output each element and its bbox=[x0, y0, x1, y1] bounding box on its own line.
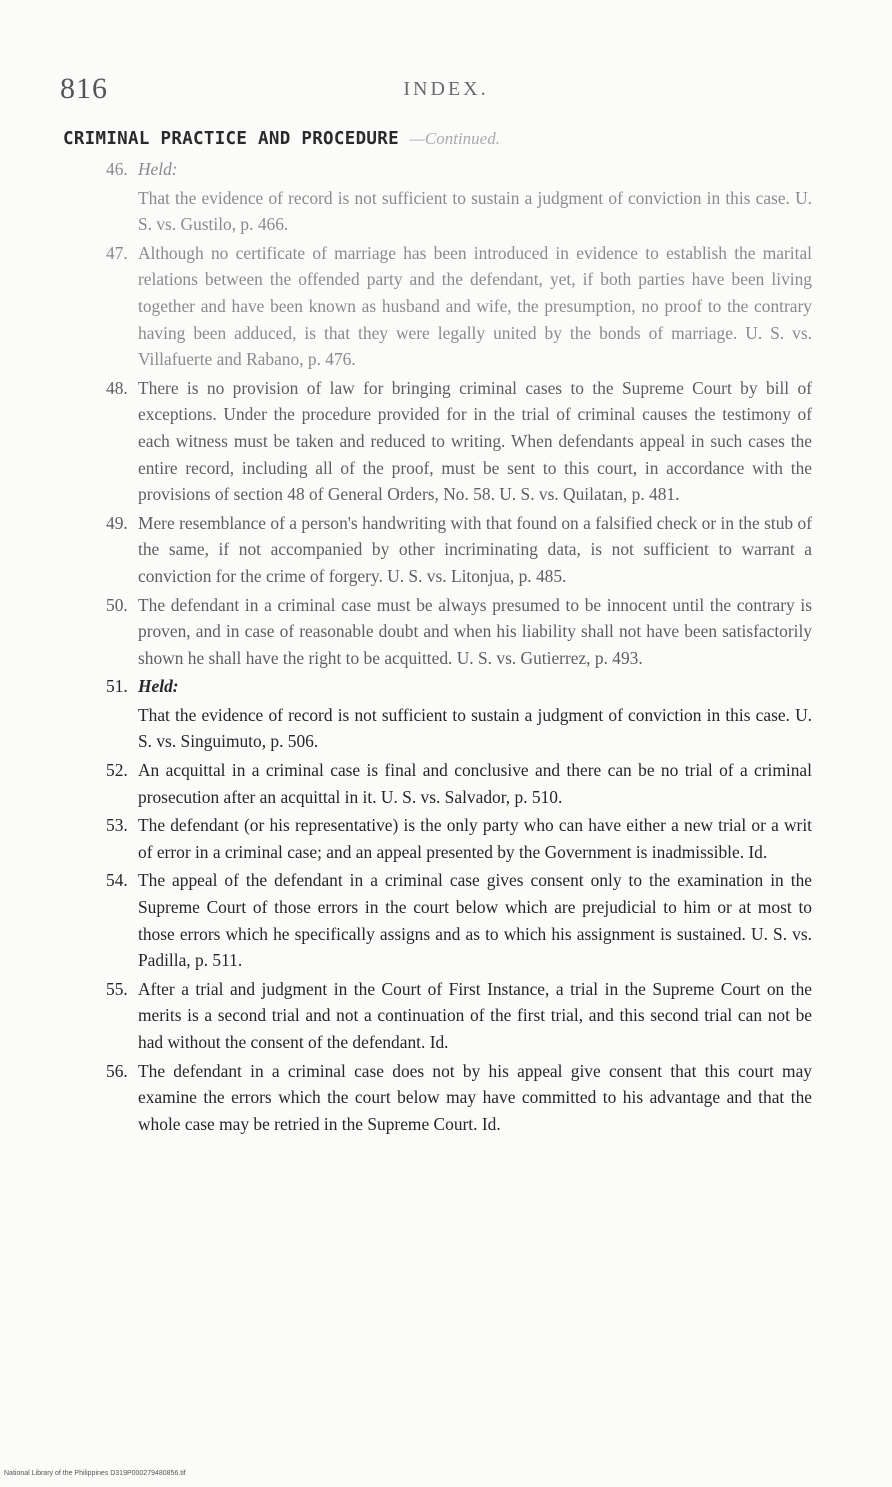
entry-text: The appeal of the defendant in a criminal case gives consent only to the examination in the Supreme Court of those errors in the court below which are prejudicial to him or at most to those errors which he specifically assigns and as to which his assignment is sustained. U. S. vs. Padilla, p. 511. bbox=[138, 870, 812, 971]
index-entry-51 bbox=[106, 673, 812, 700]
entry-text: Although no certificate of marriage has been introduced in evidence to establish the marital relations between the offended party and the defendant, yet, if both parties have been living together and have been known as husband and wife, the presumption, no proof to the contrary having been adduced, is that they were legally united by the bonds of marriage. U. S. vs. Villafuerte and Rabano, p. 476. bbox=[138, 242, 812, 370]
entry-text: There is no provision of law for bringing criminal cases to the Supreme Court by bill of exceptions. Under the procedure provided for in the trial of criminal causes the testimony of each witness must be taken and reduced to writing. When defendants appeal in such cases the entire record, including all of the proof, must be sent to this court, in accordance with the provisions of section 48 of General Orders, No. 58. U. S. vs. Quilatan, p. 481. bbox=[138, 377, 812, 505]
index-entry-48 bbox=[106, 375, 812, 508]
index-entry-47 bbox=[106, 240, 812, 373]
entry-number: 50. bbox=[106, 594, 128, 615]
entry-text: An acquittal in a criminal case is final and conclusive and there can be no trial of a criminal prosecution after an acquittal in it. U. S. vs. Salvador, p. 510. bbox=[138, 760, 812, 807]
section-continued: —Continued. bbox=[409, 129, 500, 148]
index-entry-54 bbox=[106, 867, 812, 973]
section-heading bbox=[63, 129, 500, 149]
index-entry-46 bbox=[106, 156, 812, 183]
entry-number: 47. bbox=[106, 242, 128, 263]
held-text-51: That the evidence of record is not sufficient to sustain a judgment of conviction in this case. U. S. vs. Singuimuto, p. 506. bbox=[138, 704, 812, 752]
entry-text: The defendant in a criminal case must be always presumed to be innocent until the contrary is proven, and in case of reasonable doubt and when his liability shall not have been satisfactorily shown he shall have the right to be acquitted. U. S. vs. Gutierrez, p. 493. bbox=[138, 594, 812, 668]
running-title: INDEX. bbox=[403, 78, 489, 100]
entry-number: 48. bbox=[106, 377, 128, 398]
entry-number: 51. bbox=[106, 676, 128, 697]
entry-number: 46. bbox=[106, 159, 128, 179]
held-label: Held: bbox=[138, 159, 178, 179]
entry-number: 49. bbox=[106, 512, 128, 533]
scan-credit: National Library of the Philippines D319P000279480856.tif bbox=[4, 1470, 186, 1477]
section-title: CRIMINAL PRACTICE AND PROCEDURE bbox=[63, 129, 399, 149]
entry-number: 52. bbox=[106, 760, 128, 781]
entry-number: 55. bbox=[106, 978, 128, 999]
entry-number: 56. bbox=[106, 1060, 128, 1081]
index-entries bbox=[106, 156, 812, 1137]
held-label: Held: bbox=[138, 676, 179, 697]
entry-text: Mere resemblance of a person's handwriting with that found on a falsified check or in the stub of the same, if not accompanied by other incriminating data, is not sufficient to warrant a conviction for the crime of forgery. U. S. vs. Litonjua, p. 485. bbox=[138, 512, 812, 586]
index-entry-50 bbox=[106, 592, 812, 672]
entry-text: The defendant in a criminal case does not by his appeal give consent that this court may examine the errors which the court below may have committed to his advantage and that the whole case may be retried in the Supreme Court. Id. bbox=[138, 1060, 812, 1134]
entry-number: 54. bbox=[106, 870, 128, 891]
held-text-46: That the evidence of record is not sufficient to sustain a judgment of conviction in this case. U. S. vs. Gustilo, p. 466. bbox=[138, 187, 812, 235]
index-entry-56 bbox=[106, 1058, 812, 1138]
index-entry-52 bbox=[106, 757, 812, 810]
entry-number: 53. bbox=[106, 815, 128, 836]
page-number: 816 bbox=[60, 72, 108, 105]
index-entry-55 bbox=[106, 976, 812, 1056]
entry-text: After a trial and judgment in the Court of First Instance, a trial in the Supreme Court on the merits is a second trial and not a continuation of the first trial, and this second trial can not be had without the consent of the defendant. Id. bbox=[138, 978, 812, 1052]
index-entry-49 bbox=[106, 510, 812, 590]
index-entry-53 bbox=[106, 812, 812, 865]
entry-text: The defendant (or his representative) is the only party who can have either a new trial or a writ of error in a criminal case; and an appeal presented by the Government is inadmissible. Id. bbox=[138, 815, 812, 862]
